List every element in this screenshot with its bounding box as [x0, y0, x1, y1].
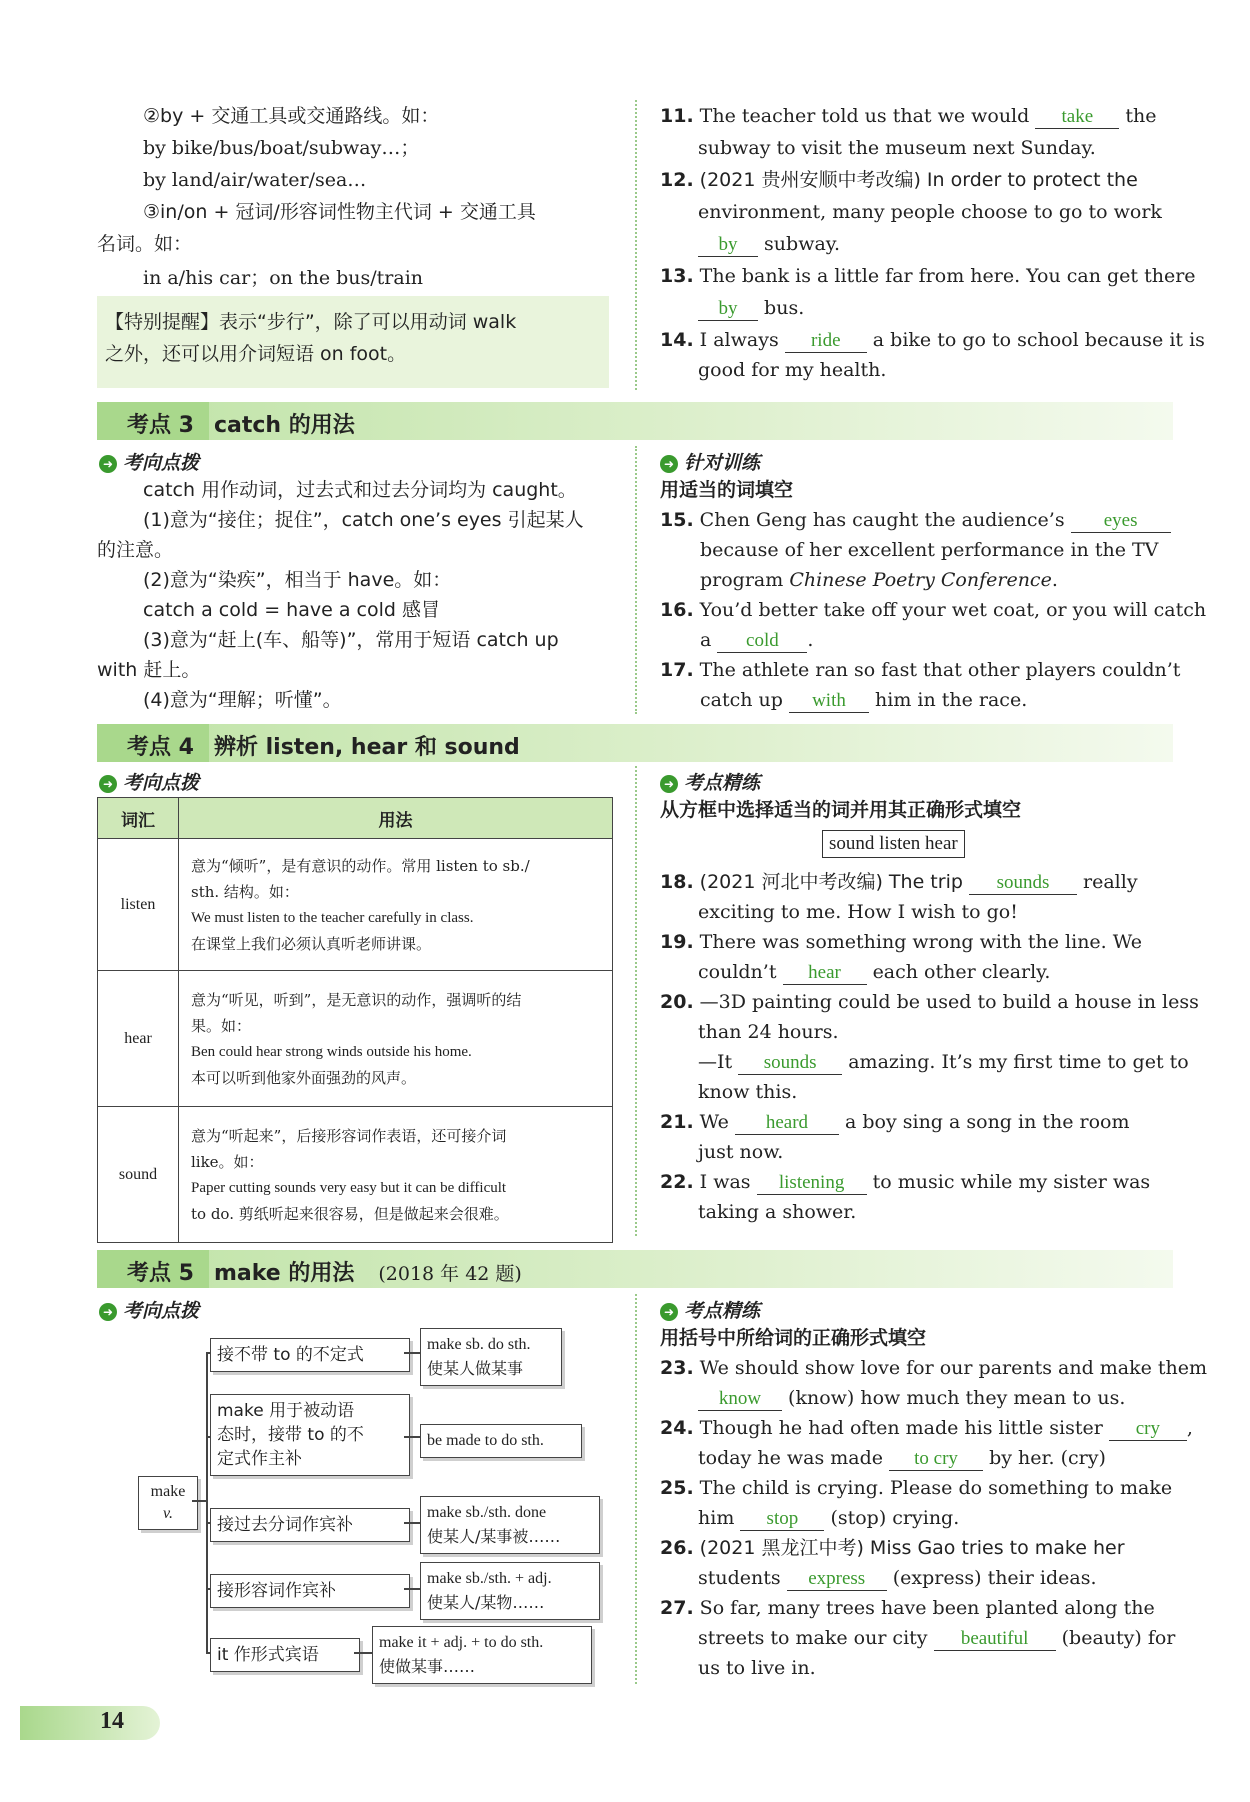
- root-pos: v.: [163, 1505, 173, 1522]
- subheading-text: 考向点拨: [123, 772, 200, 794]
- answer-blank[interactable]: with: [789, 690, 869, 713]
- question-text: really: [1083, 871, 1138, 893]
- explanation-line: 的注意。: [97, 539, 174, 561]
- explanation-line: catch a cold = have a cold 感冒: [143, 599, 440, 621]
- question-text: So far, many trees have been planted along the: [699, 1597, 1155, 1619]
- usage-line: like。如：: [191, 1152, 264, 1171]
- section-label: 考点 3: [127, 413, 194, 438]
- answer-blank[interactable]: ride: [785, 330, 867, 353]
- question-number: 17.: [660, 659, 694, 681]
- page-number: 14: [100, 1708, 124, 1734]
- subheading-left-kd4: [99, 768, 199, 795]
- example-cn: 使做某事……: [379, 1657, 476, 1676]
- explanation-line: (2)意为“染疾”，相当于 have。如：: [143, 569, 452, 591]
- question-number: 13.: [660, 265, 694, 287]
- diagram-example: [420, 1328, 562, 1386]
- answer-blank[interactable]: listening: [757, 1172, 867, 1195]
- answer-blank[interactable]: heard: [735, 1112, 839, 1135]
- question-text: us to live in.: [698, 1657, 816, 1679]
- answer-blank[interactable]: cry: [1109, 1418, 1187, 1441]
- question-text: The athlete ran so fast that other players couldn’t: [699, 659, 1181, 681]
- subheading-left-kd3: [99, 448, 199, 475]
- question-text: him: [698, 1507, 735, 1529]
- example-en: make it + adj. + to do sth.: [379, 1634, 544, 1651]
- question-text: I always: [699, 329, 779, 351]
- question-text: by her. (cry): [989, 1447, 1106, 1469]
- question-text: Chen Geng has caught the audience’s: [699, 509, 1065, 531]
- explanation-line: (3)意为“赶上(车、船等)”，常用于短语 catch up: [143, 629, 559, 651]
- connector: [206, 1352, 208, 1652]
- arrow-circle-icon: ➜: [99, 1303, 117, 1321]
- column-divider: [635, 446, 637, 714]
- table-usage: [179, 971, 613, 1107]
- table-header-row: [98, 798, 613, 839]
- subheading-left-kd5: [99, 1296, 199, 1323]
- table-row: [98, 1107, 613, 1243]
- arrow-circle-icon: ➜: [660, 775, 678, 793]
- usage-line: Paper cutting sounds very easy but it can be difficult: [191, 1179, 507, 1196]
- question-number: 14.: [660, 329, 694, 351]
- question-number: 23.: [660, 1357, 694, 1379]
- arrow-circle-icon: ➜: [660, 455, 678, 473]
- answer-blank[interactable]: sounds: [738, 1052, 842, 1075]
- note-line: ②by + 交通工具或交通路线。如：: [143, 105, 440, 127]
- question-text: —3D painting could be used to build a house in less: [699, 991, 1199, 1013]
- question-text: I was: [699, 1171, 751, 1193]
- question-text: subway to visit the museum next Sunday.: [698, 137, 1096, 159]
- question-number: 16.: [660, 599, 694, 621]
- answer-blank[interactable]: sounds: [969, 872, 1077, 895]
- question-text: bus.: [764, 297, 805, 319]
- section-label: 考点 5: [127, 1261, 194, 1286]
- question-text: You’d better take off your wet coat, or you will catch: [699, 599, 1207, 621]
- table-word: listen: [98, 839, 179, 971]
- program-title: Chinese Poetry Conference: [789, 569, 1052, 591]
- usage-line: 意为“倾听”，是有意识的动作。常用 listen to sb./: [191, 856, 530, 875]
- question-text: know this.: [698, 1081, 798, 1103]
- answer-blank[interactable]: express: [787, 1568, 887, 1591]
- explanation-line: (1)意为“接住；捉住”，catch one’s eyes 引起某人: [143, 509, 584, 531]
- question-number: 22.: [660, 1171, 694, 1193]
- instruction: 用适当的词填空: [660, 479, 794, 501]
- question-text: amazing. It’s my first time to get to: [848, 1051, 1189, 1073]
- question-text: (express) their ideas.: [892, 1567, 1097, 1589]
- question-text: We should show love for our parents and make them: [699, 1357, 1208, 1379]
- diagram-example: [420, 1496, 600, 1554]
- answer-blank[interactable]: hear: [783, 962, 867, 985]
- section-label: 考点 4: [127, 735, 194, 760]
- question-number: 18.: [660, 871, 694, 893]
- example-en: make sb./sth. done: [427, 1504, 547, 1521]
- question-number: 15.: [660, 509, 694, 531]
- usage-line: 在课堂上我们必须认真听老师讲课。: [191, 934, 432, 953]
- answer-blank[interactable]: cold: [717, 630, 807, 653]
- explanation-line: catch 用作动词，过去式和过去分词均为 caught。: [143, 479, 577, 501]
- section-title: 辨析 listen, hear 和 sound: [213, 735, 520, 760]
- connector: [192, 1500, 206, 1502]
- usage-line: 意为“听起来”，后接形容词作表语，还可接介词: [191, 1126, 507, 1145]
- question-text: —It: [698, 1051, 733, 1073]
- question-text: today he was made: [698, 1447, 883, 1469]
- table-usage: [179, 1107, 613, 1243]
- table-row: [98, 971, 613, 1107]
- question-text: couldn’t: [698, 961, 777, 983]
- column-divider: [635, 1294, 637, 1684]
- question-text: taking a shower.: [698, 1201, 857, 1223]
- diagram-example: be made to do sth.: [420, 1424, 582, 1458]
- example-en: make sb./sth. + adj.: [427, 1570, 552, 1587]
- question-text: The bank is a little far from here. You can get there: [699, 265, 1196, 287]
- answer-blank[interactable]: eyes: [1071, 510, 1171, 533]
- usage-line: to do. 剪纸听起来很容易，但是做起来会很难。: [191, 1204, 509, 1223]
- diagram-root: [138, 1476, 198, 1530]
- diagram-branch: 接不带 to 的不定式: [210, 1338, 410, 1372]
- subheading-text: 考点精练: [684, 1300, 761, 1322]
- table-row: [98, 839, 613, 971]
- diagram-branch: 接形容词作宾补: [210, 1574, 410, 1608]
- question-text: The child is crying. Please do something to make: [699, 1477, 1173, 1499]
- question-text: just now.: [698, 1141, 784, 1163]
- example-en: make sb. do sth.: [427, 1336, 531, 1353]
- branch-line: 态时，接带 to 的不: [217, 1425, 364, 1445]
- question-text: a bike to go to school because it is: [872, 329, 1205, 351]
- usage-line: Ben could hear strong winds outside his home.: [191, 1043, 472, 1060]
- question-number: 25.: [660, 1477, 694, 1499]
- question-text: Though he had often made his little sister: [699, 1417, 1103, 1439]
- section-header-kd3: [97, 402, 1173, 440]
- special-tip-box: [97, 296, 609, 388]
- explanation-line: (4)意为“理解；听懂”。: [143, 689, 342, 711]
- usage-line: sth. 结构。如：: [191, 882, 299, 901]
- question-text: environment, many people choose to go to work: [698, 201, 1162, 223]
- diagram-example: [372, 1626, 592, 1684]
- section-title: make 的用法: [213, 1261, 355, 1286]
- vocab-table: [97, 797, 613, 1243]
- instruction: 用括号中所给词的正确形式填空: [660, 1327, 927, 1349]
- question-text: him in the race.: [875, 689, 1028, 711]
- page-number-tab: [20, 1706, 160, 1740]
- section-header-kd5: [97, 1250, 1173, 1288]
- question-text: subway.: [764, 233, 841, 255]
- subheading-text: 考向点拨: [123, 452, 200, 474]
- question-text: good for my health.: [698, 359, 887, 381]
- question-text: exciting to me. How I wish to go!: [698, 901, 1018, 923]
- question-text: than 24 hours.: [698, 1021, 839, 1043]
- question-text: the: [1125, 105, 1157, 127]
- arrow-circle-icon: ➜: [660, 1303, 678, 1321]
- subheading-right-kd3: [660, 448, 760, 475]
- note-line: 名词。如：: [97, 233, 193, 255]
- question-number: 20.: [660, 991, 694, 1013]
- question-number: 27.: [660, 1597, 694, 1619]
- tip-line: 【特别提醒】表示“步行”，除了可以用动词 walk: [105, 311, 517, 333]
- note-line: in a/his car；on the bus/train: [143, 267, 424, 289]
- answer-blank[interactable]: by: [698, 234, 758, 257]
- question-number: 12.: [660, 169, 694, 191]
- question-number: 26.: [660, 1537, 694, 1559]
- diagram-branch: it 作形式宾语: [210, 1638, 360, 1672]
- table-word: sound: [98, 1107, 179, 1243]
- column-divider: [635, 100, 637, 390]
- question-text: a: [700, 629, 712, 651]
- question-text: (know) how much they mean to us.: [788, 1387, 1126, 1409]
- instruction: 从方框中选择适当的词并用其正确形式填空: [660, 799, 1022, 821]
- usage-line: 意为“听见，听到”，是无意识的动作，强调听的结: [191, 990, 522, 1009]
- example-cn: 使某人做某事: [427, 1359, 524, 1378]
- diagram-branch: 接过去分词作宾补: [210, 1508, 410, 1542]
- question-number: 21.: [660, 1111, 694, 1133]
- question-text: a boy sing a song in the room: [845, 1111, 1130, 1133]
- connector: [354, 1652, 374, 1654]
- table-usage: [179, 839, 613, 971]
- question-text: students: [698, 1567, 781, 1589]
- answer-blank[interactable]: beautiful: [934, 1628, 1056, 1651]
- usage-line: We must listen to the teacher carefully in class.: [191, 909, 474, 926]
- subheading-text: 针对训练: [684, 452, 761, 474]
- question-number: 24.: [660, 1417, 694, 1439]
- question-text: The teacher told us that we would: [699, 105, 1030, 127]
- question-text: program: [700, 569, 784, 591]
- question-text: to music while my sister was: [872, 1171, 1151, 1193]
- question-text: streets to make our city: [698, 1627, 928, 1649]
- word-box: sound listen hear: [822, 830, 965, 858]
- question-text: (2021 贵州安顺中考改编) In order to protect the: [699, 169, 1138, 191]
- table-header-word: 词汇: [98, 798, 179, 839]
- punctuation: .: [807, 629, 814, 651]
- question-text: (2021 河北中考改编) The trip: [699, 871, 963, 893]
- answer-blank[interactable]: take: [1035, 106, 1119, 129]
- answer-blank[interactable]: stop: [740, 1508, 824, 1531]
- answer-blank[interactable]: by: [698, 298, 758, 321]
- question-text: (2021 黑龙江中考) Miss Gao tries to make her: [699, 1537, 1125, 1559]
- question-text: There was something wrong with the line. We: [699, 931, 1142, 953]
- branch-line: make 用于被动语: [217, 1401, 355, 1421]
- table-word: hear: [98, 971, 179, 1107]
- root-word: make: [150, 1483, 186, 1500]
- example-cn: 使某人/某事被……: [427, 1527, 561, 1546]
- question-text: (stop) crying.: [830, 1507, 960, 1529]
- punctuation: .: [1051, 569, 1058, 591]
- question-text: because of her excellent performance in the TV: [700, 539, 1159, 561]
- question-text: catch up: [700, 689, 783, 711]
- arrow-circle-icon: ➜: [99, 455, 117, 473]
- section-header-kd4: [97, 724, 1173, 762]
- note-line: ③in/on + 冠词/形容词性物主代词 + 交通工具: [143, 201, 536, 223]
- tip-line: 之外，还可以用介词短语 on foot。: [105, 343, 407, 365]
- note-line: by land/air/water/sea…: [143, 169, 367, 191]
- question-text: (beauty) for: [1061, 1627, 1176, 1649]
- diagram-branch: [210, 1394, 410, 1476]
- question-number: 11.: [660, 105, 694, 127]
- punctuation: ,: [1186, 1417, 1193, 1439]
- section-title: catch 的用法: [213, 413, 355, 438]
- answer-blank[interactable]: know: [698, 1388, 782, 1411]
- usage-line: 果。如：: [191, 1016, 252, 1035]
- example-cn: 使某人/某物……: [427, 1593, 545, 1612]
- table-header-usage: 用法: [179, 798, 613, 839]
- subheading-right-kd4: [660, 768, 760, 795]
- note-line: by bike/bus/boat/subway…；: [143, 137, 420, 159]
- question-number: 19.: [660, 931, 694, 953]
- exam-year: (2018 年 42 题): [378, 1263, 522, 1285]
- subheading-right-kd5: [660, 1296, 760, 1323]
- explanation-line: with 赶上。: [97, 659, 201, 681]
- column-divider: [635, 766, 637, 1236]
- subheading-text: 考点精练: [684, 772, 761, 794]
- question-text: each other clearly.: [872, 961, 1051, 983]
- diagram-example: [420, 1562, 600, 1620]
- question-text: We: [699, 1111, 729, 1133]
- usage-line: 本可以听到他家外面强劲的风声。: [191, 1068, 417, 1087]
- branch-line: 定式作主补: [217, 1449, 302, 1469]
- arrow-circle-icon: ➜: [99, 775, 117, 793]
- subheading-text: 考向点拨: [123, 1300, 200, 1322]
- answer-blank[interactable]: to cry: [889, 1448, 983, 1471]
